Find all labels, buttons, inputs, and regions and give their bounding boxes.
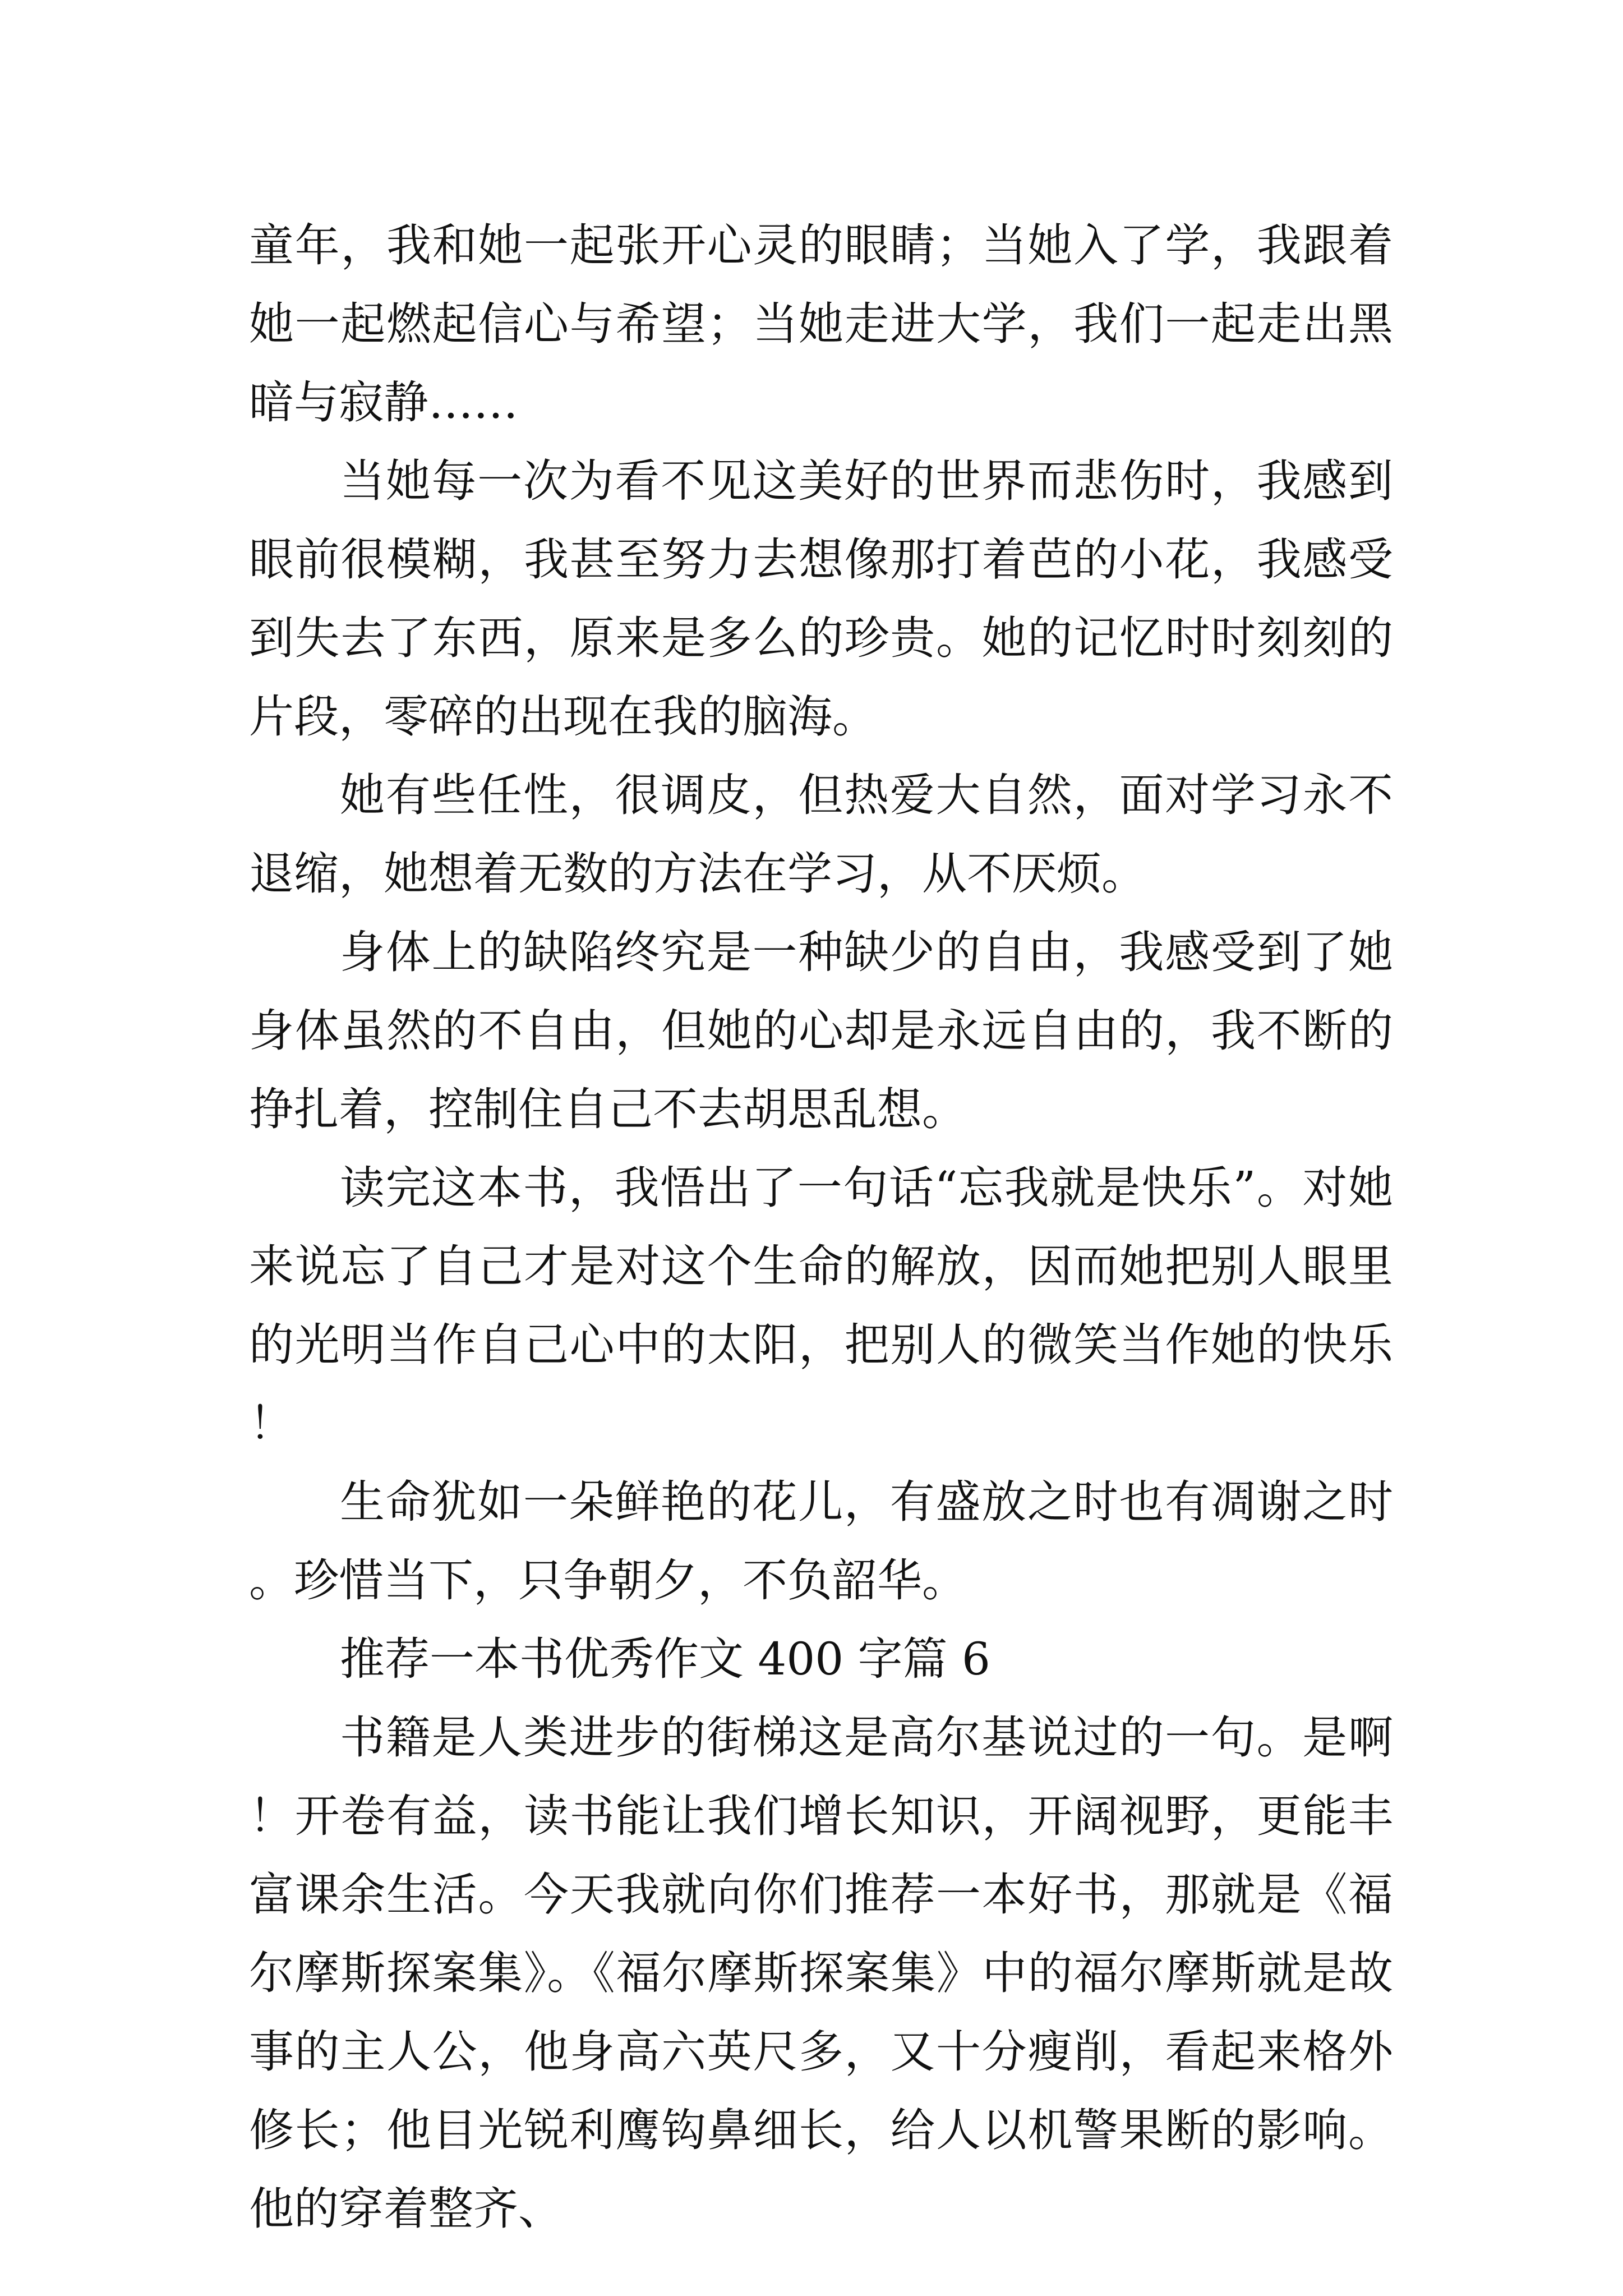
paragraph-4: 身体上的缺陷终究是一种缺少的自由，我感受到了她身体虽然的不自由，但她的心却是永远自由的，我不断的挣扎着，控制住自己不去胡思乱想。: [249, 926, 1393, 1135]
document-body: [249, 206, 1393, 2248]
paragraph-5: 读完这本书，我悟出了一句话“忘我就是快乐”。对她来说忘了自己才是对这个生命的解放，因而她把别人眼里的光明当作自己心中的太阳，把别人的微笑当作她的快乐！: [249, 1162, 1393, 1450]
paragraph-6: 生命犹如一朵鲜艳的花儿，有盛放之时也有凋谢之时。珍惜当下，只争朝夕，不负韶华。: [249, 1476, 1393, 1607]
paragraph-2: 当她每一次为看不见这美好的世界而悲伤时，我感到眼前很模糊，我甚至努力去想像那打着芭的小花，我感受到失去了东西，原来是多么的珍贵。她的记忆时时刻刻的片段，零碎的出现在我的脑海。: [249, 455, 1393, 743]
paragraph-3: 她有些任性，很调皮，但热爱大自然，面对学习永不退缩，她想着无数的方法在学习，从不厌烦。: [249, 769, 1393, 900]
paragraph-1: 童年，我和她一起张开心灵的眼睛；当她入了学，我跟着她一起燃起信心与希望；当她走进大学，我们一起走出黑暗与寂静……: [249, 219, 1393, 429]
section-heading: 推荐一本书优秀作文 400 字篇 6: [340, 1633, 990, 1685]
paragraph-7: 书籍是人类进步的街梯这是高尔基说过的一句。是啊！开卷有益，读书能让我们增长知识，开阔视野，更能丰富课余生活。今天我就向你们推荐一本好书，那就是《福尔摩斯探案集》。《福尔摩斯探案集》中的福尔摩斯就是故事的主人公，他身高六英尺多，又十分瘦削，看起来格外修长；他目光锐利鹰钩鼻细长，给人以机警果断的影响。他的穿着整齐、: [249, 1711, 1393, 2235]
